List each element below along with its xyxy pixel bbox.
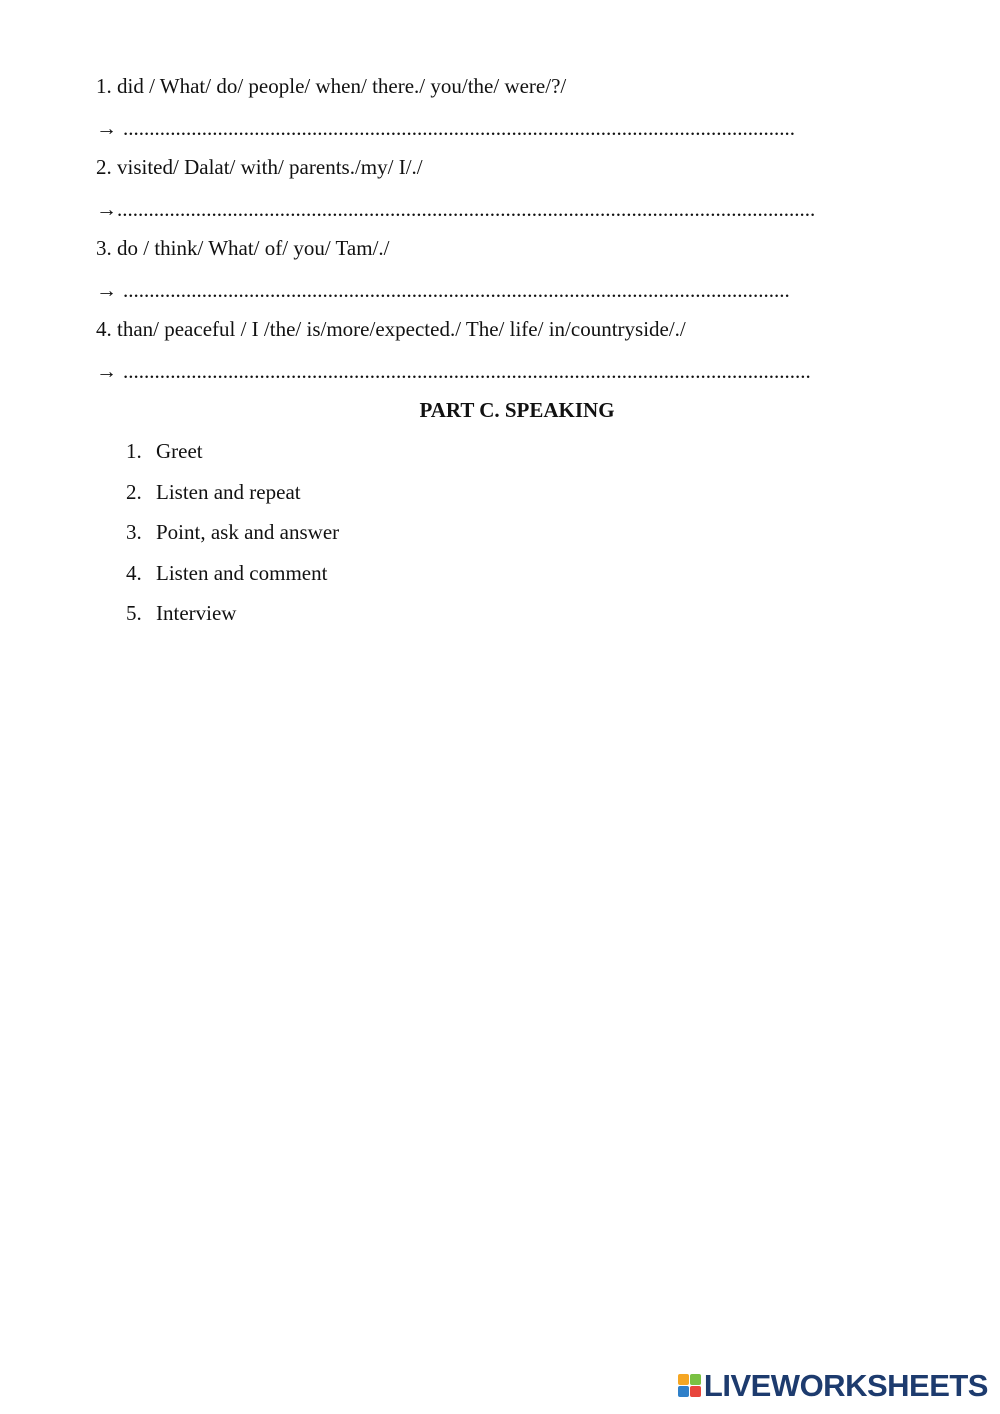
item-number: 3.: [126, 520, 142, 544]
arrow-icon: →: [96, 278, 117, 302]
answer-dots: ...................................................................................................................................: [123, 359, 811, 383]
speaking-item: [126, 600, 236, 626]
item-label: Interview: [156, 601, 237, 625]
speaking-item: [126, 438, 203, 464]
liveworksheets-logo-icon: [678, 1374, 702, 1398]
item-number: 1.: [126, 439, 142, 463]
item-label: Greet: [156, 439, 203, 463]
answer-dots: ...............................................................................................................................: [123, 278, 790, 302]
liveworksheets-logo: [678, 1366, 988, 1406]
item-number: 5.: [126, 601, 142, 625]
answer-line-3[interactable]: [96, 277, 890, 303]
arrow-icon: →: [96, 116, 117, 140]
item-label: Listen and repeat: [156, 480, 301, 504]
exercise-item-4: 4. than/ peaceful / I /the/ is/more/expected./ The/ life/ in/countryside/./: [96, 317, 686, 341]
item-label: Point, ask and answer: [156, 520, 340, 544]
answer-dots: ................................................................................................................................: [123, 116, 795, 140]
exercise-item-2: 2. visited/ Dalat/ with/ parents./my/ I/./: [96, 155, 423, 179]
speaking-item: [126, 560, 327, 586]
exercise-item-3: 3. do / think/ What/ of/ you/ Tam/./: [96, 236, 390, 260]
section-heading: PART C. SPEAKING: [419, 398, 615, 422]
exercise-item-1: 1. did / What/ do/ people/ when/ there./ you/the/ were/?/: [96, 74, 567, 98]
answer-dots: .....................................................................................................................................: [117, 197, 816, 221]
arrow-icon: →: [96, 359, 117, 383]
answer-line-2[interactable]: [96, 196, 902, 222]
item-label: Listen and comment: [156, 561, 328, 585]
item-number: 2.: [126, 480, 142, 504]
speaking-item: [126, 519, 339, 545]
answer-line-1[interactable]: [96, 115, 896, 141]
arrow-icon: →: [96, 197, 117, 221]
item-number: 4.: [126, 561, 142, 585]
speaking-item: [126, 479, 301, 505]
logo-text: LIVEWORKSHEETS: [703, 1368, 988, 1403]
answer-line-4[interactable]: [96, 358, 902, 384]
